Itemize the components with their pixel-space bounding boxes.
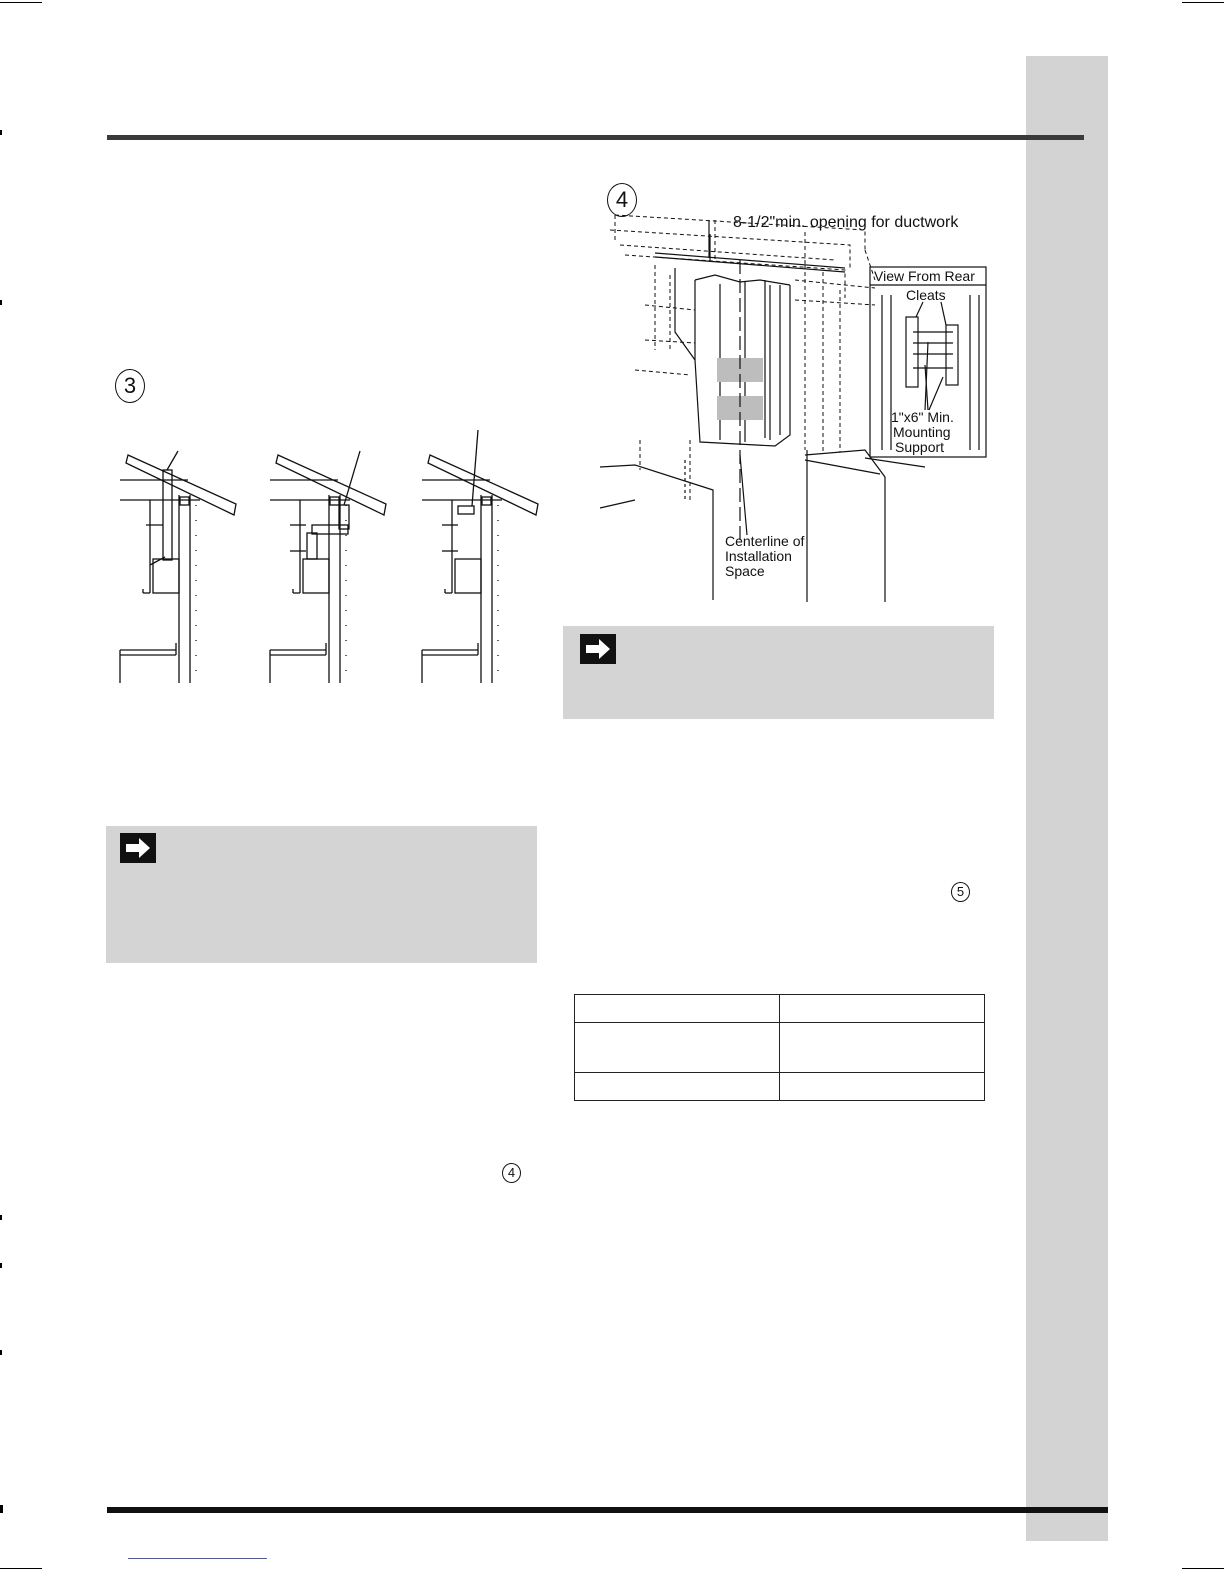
crop-mark <box>0 130 2 135</box>
figure-ref-5: 5 <box>951 882 970 902</box>
figure-ref-4: 4 <box>502 1163 521 1183</box>
crop-mark <box>0 300 2 305</box>
fig4-opening-label: 8-1/2"min. opening for ductwork <box>733 214 959 231</box>
figure-3-panel-b <box>270 451 386 683</box>
table-cell <box>575 995 780 1023</box>
arrow-right-icon <box>580 634 616 664</box>
fig4-support-label-1: 1"x6" Min. <box>891 409 954 425</box>
footer-link-underline[interactable] <box>128 1558 267 1559</box>
crop-mark <box>1182 2 1224 3</box>
footer-rule <box>107 1507 1108 1513</box>
table-row <box>575 1073 985 1101</box>
crop-mark <box>0 2 42 3</box>
table-cell <box>780 995 985 1023</box>
crop-mark <box>0 1568 42 1569</box>
figure-3-panel-a <box>120 451 236 683</box>
fig4-centerline-label-2: Installation <box>725 548 792 564</box>
fig4-support-label-2: Mounting <box>893 424 951 440</box>
fig4-support-label-3: Support <box>895 439 945 455</box>
arrow-right-icon <box>120 833 156 863</box>
note-box-left <box>106 826 537 963</box>
crop-mark <box>0 1263 2 1268</box>
table-row <box>575 995 985 1023</box>
table-cell <box>575 1073 780 1101</box>
crop-mark <box>0 1505 3 1513</box>
table-row <box>575 1023 985 1073</box>
side-tab <box>1026 56 1108 1541</box>
fig4-cleats-label: Cleats <box>906 287 946 303</box>
spec-table <box>574 994 985 1101</box>
note-box-right <box>563 626 994 719</box>
fig4-centerline-label-1: Centerline of <box>725 533 805 549</box>
figure-3-number: 3 <box>115 369 145 403</box>
header-rule <box>107 135 1084 140</box>
fig4-centerline-label-3: Space <box>725 563 765 579</box>
crop-mark <box>1182 1568 1224 1569</box>
figure-4-number: 4 <box>607 183 637 217</box>
table-cell <box>575 1023 780 1073</box>
table-cell <box>780 1073 985 1101</box>
crop-mark <box>0 1215 2 1220</box>
table-cell <box>780 1023 985 1073</box>
fig4-inset-title: View From Rear <box>874 268 975 284</box>
crop-mark <box>0 1350 2 1355</box>
figure-3-diagram <box>110 425 540 683</box>
figure-3-panel-c <box>422 430 538 683</box>
